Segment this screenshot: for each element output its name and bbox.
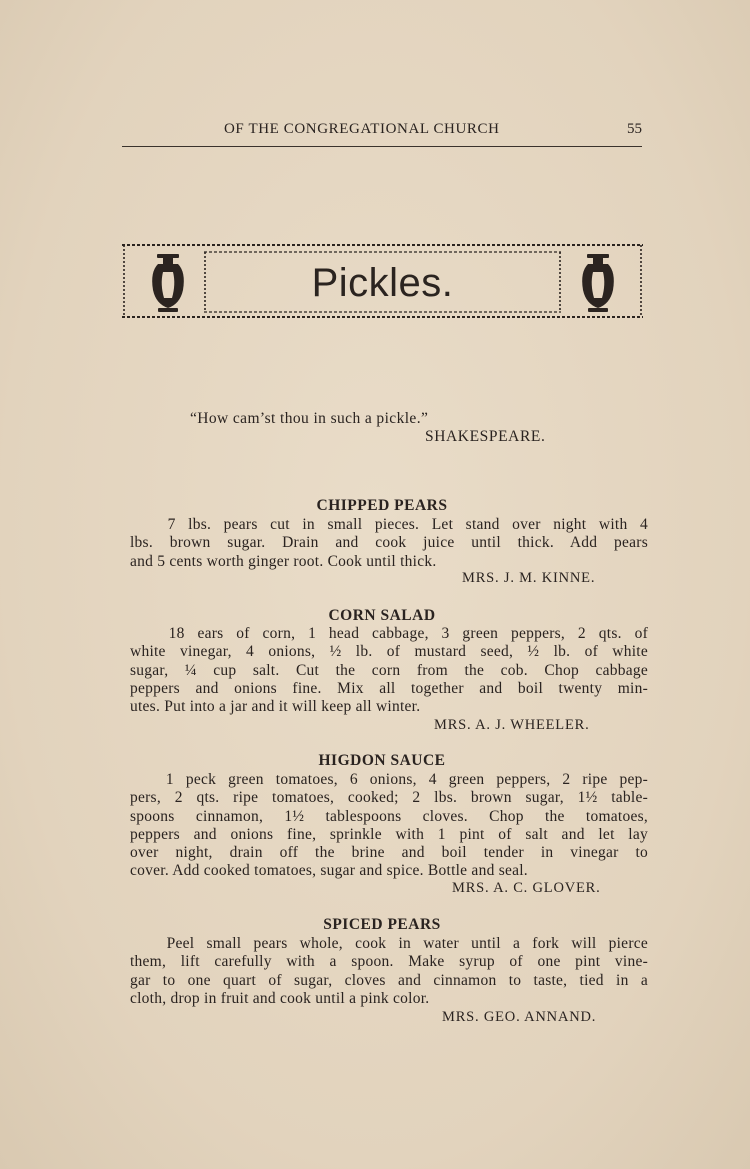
recipe-body [130, 516, 648, 571]
recipe-line: cloth, drop in fruit and cook until a pink color. [130, 989, 430, 1007]
recipe-line: sugar, ¼ cup salt. Cut the corn from the cob. Chop cabbage [130, 661, 648, 679]
recipe-line: over night, drain off the brine and boil tender in vinegar to [130, 844, 648, 862]
recipe-line: them, lift carefully with a spoon. Make syrup of one pint vine- [130, 953, 648, 971]
recipe-title: CORN SALAD [328, 607, 436, 624]
recipe-line: utes. Put into a jar and it will keep all winter. [130, 698, 421, 716]
page-number: 55 [627, 121, 642, 137]
recipe-author: MRS. J. M. KINNE. [462, 570, 596, 586]
recipe-author: MRS. GEO. ANNAND. [442, 1009, 597, 1025]
recipe-line: spoons cinnamon, 1½ tablespoons cloves. Chop the tomatoes, [130, 807, 648, 825]
recipe-line: peppers and onions fine. Mix all together and boil twenty min- [130, 679, 648, 697]
section-title: Pickles. [311, 261, 454, 305]
recipe-title: SPICED PEARS [323, 916, 441, 933]
epigraph-quote: “How cam’st thou in such a pickle.” [190, 410, 429, 427]
recipe-line: 1 peck green tomatoes, 6 onions, 4 green peppers, 2 ripe pep- [130, 771, 648, 788]
recipe-line: lbs. brown sugar. Drain and cook juice until thick. Add pears [130, 534, 648, 552]
recipe-author: MRS. A. C. GLOVER. [452, 880, 601, 896]
running-header [122, 120, 642, 147]
recipe-title: CHIPPED PEARS [316, 497, 448, 514]
recipe-line: white vinegar, 4 onions, ½ lb. of mustard seed, ½ lb. of white [130, 643, 648, 661]
recipe-line: peppers and onions fine, sprinkle with 1 pint of salt and let lay [130, 825, 648, 843]
recipe-line: cover. Add cooked tomatoes, sugar and spice. Bottle and seal. [130, 862, 528, 880]
recipe-line: 7 lbs. pears cut in small pieces. Let stand over night with 4 [130, 516, 648, 533]
recipe-line: 18 ears of corn, 1 head cabbage, 3 green peppers, 2 qts. of [130, 625, 648, 642]
recipe-line: pers, 2 qts. ripe tomatoes, cooked; 2 lbs. brown sugar, 1½ table- [130, 789, 648, 807]
recipe-author: MRS. A. J. WHEELER. [434, 717, 590, 733]
header-title: OF THE CONGREGATIONAL CHURCH [224, 121, 500, 137]
recipe-body [130, 625, 648, 716]
recipe-body [130, 771, 648, 881]
recipe-line: Peel small pears whole, cook in water until a fork will pierce [130, 935, 648, 952]
section-banner [120, 242, 645, 320]
recipe-title: HIGDON SAUCE [318, 752, 446, 769]
recipe-body [130, 935, 648, 1008]
recipe-line: gar to one quart of sugar, cloves and cinnamon to taste, tied in a [130, 971, 648, 989]
epigraph-author: SHAKESPEARE. [425, 428, 546, 445]
recipe-line: and 5 cents worth ginger root. Cook until thick. [130, 552, 437, 570]
